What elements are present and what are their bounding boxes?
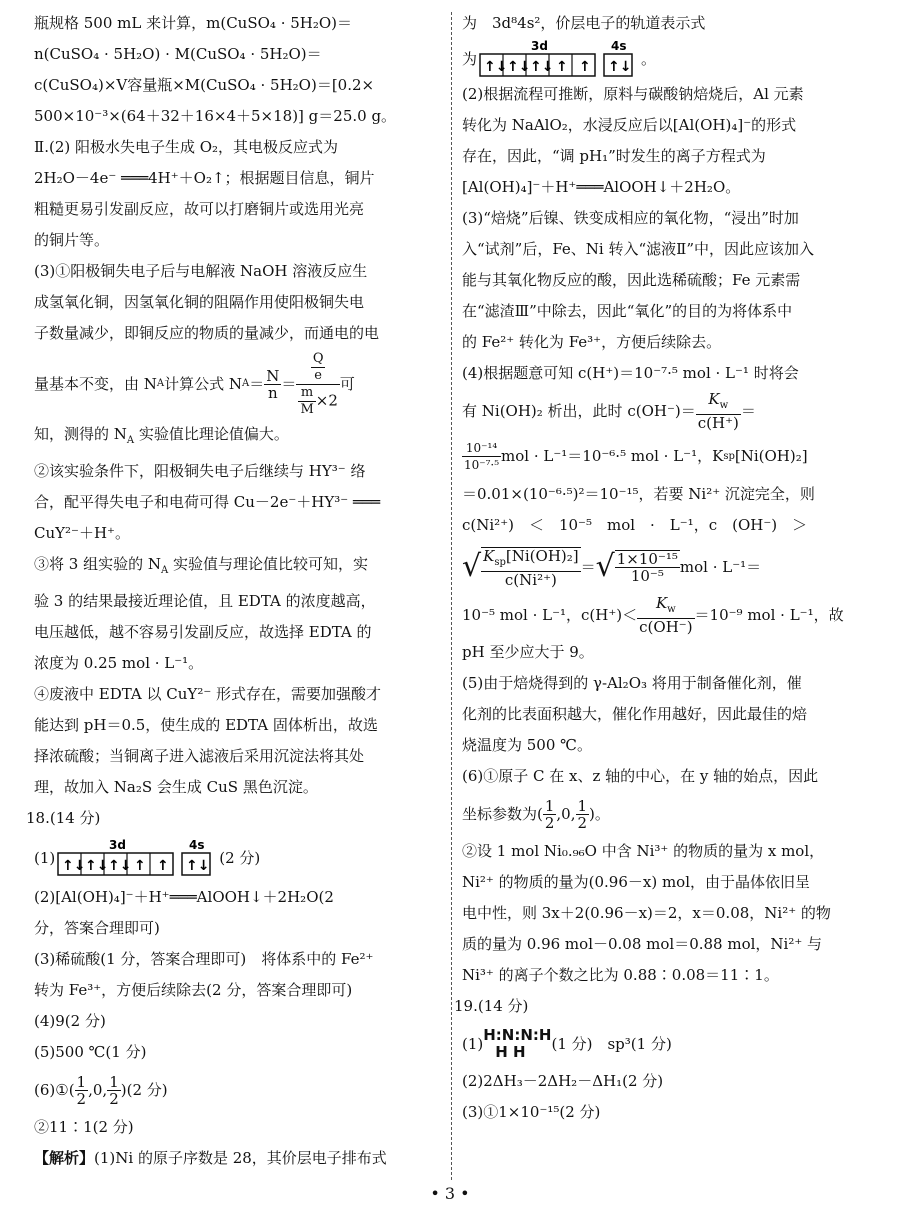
- subscript: A: [160, 565, 169, 576]
- text-line: 质的量为 0.96 mol－0.08 mol＝0.88 mol，Ni²⁺ 与: [462, 935, 823, 953]
- text-fragment: 可: [339, 374, 355, 393]
- orbital-diagram: [479, 39, 639, 79]
- numerator: Q: [312, 350, 324, 366]
- fraction-Kw-cH: [696, 391, 741, 431]
- text-line: pH 至少应大于 9。: [462, 643, 594, 661]
- denominator: 2: [544, 813, 555, 832]
- subscript: w: [719, 400, 729, 411]
- text-line: Ni²⁺ 的物质的量为(0.96－x) mol，由于晶体依旧呈: [462, 873, 811, 891]
- text-line: (3)①1×10⁻¹⁵(2 分): [462, 1103, 601, 1121]
- denominator: 10⁻⁵: [630, 567, 664, 585]
- ksp-formula: [Ni(OH)₂]: [505, 546, 579, 565]
- subscript: A: [242, 378, 250, 389]
- fraction-1e-14: [462, 440, 501, 473]
- text-line: 化剂的比表面积越大，催化作用越好，因此最佳的焙: [462, 705, 808, 723]
- text-fragment: ＝: [281, 374, 297, 393]
- text-fragment: )(2 分): [120, 1080, 168, 1099]
- text-line: (2)2ΔH₃－2ΔH₂－ΔH₁(2 分): [462, 1072, 664, 1090]
- text-fragment: (1 分) sp³(1 分): [551, 1034, 672, 1053]
- text-line: [34, 1068, 440, 1112]
- text-fragment: 。: [641, 49, 657, 68]
- text-fragment: [Ni(OH)₂]: [734, 446, 808, 465]
- left-column: [26, 8, 440, 1174]
- text-fragment: (1): [34, 848, 56, 867]
- label-3d: 3d: [109, 838, 127, 852]
- text-line: 烧温度为 500 ℃。: [462, 736, 592, 754]
- fraction-Kw-cOH: [637, 595, 694, 635]
- analysis-label: 【解析】: [34, 1149, 95, 1167]
- text-line: n(CuSO₄ · 5H₂O) · M(CuSO₄ · 5H₂O)＝: [34, 45, 322, 63]
- answer-orbital-line: [34, 834, 440, 882]
- column-divider: [451, 12, 452, 1180]
- denominator: c(Ni²⁺): [504, 570, 557, 589]
- text-fragment: 计算公式 N: [164, 374, 243, 393]
- text-line: 电压越低，越不容易引发副反应，故选择 EDTA 的: [34, 623, 372, 641]
- text-line: [462, 389, 870, 433]
- text-line: c(Ni²⁺) ＜ 10⁻⁵ mol · L⁻¹，c (OH⁻) ＞: [462, 516, 808, 534]
- up-arrow: ↑: [134, 858, 146, 874]
- subscript: A: [156, 378, 165, 389]
- numerator: [481, 548, 581, 572]
- text-line: 粗糙更易引发副反应，故可以打磨铜片或选用光亮: [34, 200, 365, 218]
- pair-arrow: ↑↓: [62, 858, 86, 874]
- denominator: c(H⁺): [697, 414, 739, 432]
- text-line: (4)9(2 分): [34, 1012, 106, 1030]
- subscript: w: [667, 604, 676, 615]
- text-fragment: ＝10⁻⁹ mol · L⁻¹，故: [694, 605, 844, 624]
- text-line: [Al(OH)₄]⁻＋H⁺═══AlOOH↓＋2H₂O。: [462, 178, 741, 196]
- denominator: M: [300, 401, 314, 417]
- fraction-Q-e: [311, 351, 326, 384]
- text-fragment: 知，测得的 N: [34, 425, 127, 443]
- right-column: [454, 8, 870, 1128]
- fraction-1e15-1e5: [615, 550, 680, 584]
- text-fragment: ,0,: [556, 804, 576, 823]
- label-4s: 4s: [189, 838, 205, 852]
- text-line: 2H₂O－4e⁻ ═══4H⁺＋O₂↑；根据题目信息，铜片: [34, 169, 375, 187]
- fraction-m-M: [298, 385, 315, 418]
- denominator: n: [268, 383, 278, 402]
- numerator: 1×10⁻¹⁵: [616, 550, 678, 568]
- text-line: 能与其氧化物反应的酸，因此选稀硫酸；Fe 元素需: [462, 271, 801, 289]
- numerator: 10⁻¹⁴: [462, 440, 501, 457]
- up-arrow: ↑: [157, 858, 169, 874]
- text-line: c(CuSO₄)×V容量瓶×M(CuSO₄ · 5H₂O)＝[0.2×: [34, 76, 375, 94]
- text-line: [34, 419, 440, 456]
- sqrt-icon: √: [462, 549, 482, 584]
- ksp-symbol: K: [483, 546, 495, 565]
- text-line: [34, 549, 440, 586]
- denominator: 2: [109, 1089, 119, 1108]
- orbital-line: [462, 39, 870, 79]
- text-line: 转化为 NaAlO₂，水浸反应后以[Al(OH)₄]⁻的形式: [462, 116, 797, 134]
- text-line: ②11∶1(2 分): [34, 1118, 134, 1136]
- numerator: N: [266, 366, 280, 385]
- numerator: 1: [76, 1072, 87, 1091]
- kw-symbol: K: [655, 594, 668, 612]
- text-fragment: (1)Ni 的原子序数是 28，其价层电子排布式: [94, 1149, 387, 1167]
- subscript: A: [126, 435, 135, 446]
- text-line: 的 Fe²⁺ 转化为 Fe³⁺，方便后续除去。: [462, 333, 722, 351]
- text-line: CuY²⁻＋H⁺。: [34, 524, 130, 542]
- pair-arrow: ↑↓: [186, 858, 210, 874]
- text-line: (2)根据流程可推断，原料与碳酸钠焙烧后，Al 元素: [462, 85, 804, 103]
- text-line: 在“滤渣Ⅲ”中除去，因此“氧化”的目的为将体系中: [462, 302, 793, 320]
- pair-arrow: ↑↓: [85, 858, 109, 874]
- lewis-top-row: H:N:N:H: [483, 1026, 552, 1044]
- hydrazine-lewis-structure: [483, 1027, 551, 1061]
- numerator: [696, 391, 741, 415]
- sqrt-icon: √: [595, 549, 615, 584]
- text-fragment: mol · L⁻¹＝: [679, 557, 762, 576]
- text-line: 的铜片等。: [34, 231, 110, 249]
- denominator: 10⁻⁷·⁵: [464, 457, 500, 472]
- pair-arrow: ↑↓: [530, 59, 554, 75]
- fraction-half: [75, 1074, 89, 1107]
- kw-symbol: K: [708, 390, 720, 408]
- text-line: 分，答案合理即可): [34, 919, 160, 937]
- numerator: [637, 595, 694, 619]
- subscript: sp: [494, 556, 506, 568]
- text-fragment: (1): [462, 1034, 484, 1053]
- text-line: (4)根据题意可知 c(H⁺)＝10⁻⁷·⁵ mol · L⁻¹ 时将会: [462, 364, 799, 382]
- text-line: 择浓硫酸；当铜离子进入滤液后采用沉淀法将其处: [34, 747, 365, 765]
- text-fragment: mol · L⁻¹＝10⁻⁶·⁵ mol · L⁻¹，K: [501, 446, 724, 465]
- text-fragment: (2 分): [219, 848, 261, 867]
- text-line: 子数量减少，即铜反应的物质的量减少，而通电的电: [34, 324, 380, 342]
- text-line: 入“试剂”后，Fe、Ni 转入“滤液Ⅱ”中，因此应该加入: [462, 240, 815, 258]
- label-3d: 3d: [531, 39, 548, 53]
- text-line: (3)①阳极铜失电子后与电解液 NaOH 溶液反应生: [34, 262, 368, 280]
- text-fragment: 实验值与理论值比较可知，实: [168, 555, 368, 573]
- fraction-N-n: [264, 368, 281, 401]
- pair-arrow: ↑↓: [507, 59, 531, 75]
- text-line-sqrt: [462, 541, 870, 593]
- text-line: (5)500 ℃(1 分): [34, 1043, 147, 1061]
- denominator: 2: [76, 1089, 87, 1108]
- pair-arrow: ↑↓: [108, 858, 132, 874]
- fraction-half: [576, 798, 590, 831]
- fraction-Q-charge: [296, 351, 339, 418]
- fraction-ksp-cni: [481, 547, 581, 588]
- text-fragment: (6)①(: [34, 1080, 75, 1099]
- numerator: [296, 351, 339, 385]
- text-line: Ni³⁺ 的离子个数之比为 0.88∶0.08＝11∶1。: [462, 966, 779, 984]
- question-number: 18.(14 分): [26, 809, 101, 827]
- up-arrow: ↑: [579, 59, 591, 75]
- denominator: [296, 385, 339, 418]
- text-fragment: ③将 3 组实验的 N: [34, 555, 161, 573]
- text-line: 浓度为 0.25 mol · L⁻¹。: [34, 654, 204, 672]
- question-number: 19.(14 分): [454, 997, 529, 1015]
- subscript: sp: [723, 450, 735, 462]
- text-fragment: ×2: [315, 391, 338, 409]
- numerator: 1: [544, 796, 555, 815]
- pair-arrow: ↑↓: [484, 59, 508, 75]
- text-line-lewis: [462, 1022, 870, 1066]
- text-line: 理，故加入 Na₂S 会生成 CuS 黑色沉淀。: [34, 778, 318, 796]
- orbital-diagram: [57, 838, 217, 878]
- numerator: 1: [577, 796, 588, 815]
- text-line: 转为 Fe³⁺，方便后续除去(2 分，答案合理即可): [34, 981, 353, 999]
- text-line: (3)稀硫酸(1 分，答案合理即可) 将体系中的 Fe²⁺: [34, 950, 374, 968]
- text-fragment: 为: [462, 49, 478, 68]
- up-arrow: ↑: [556, 59, 568, 75]
- text-line: 为 3d⁸4s²，价层电子的轨道表示式: [462, 14, 706, 32]
- text-fragment: )。: [589, 804, 610, 823]
- denominator: 2: [577, 813, 588, 832]
- text-line: (6)①原子 C 在 x、z 轴的中心，在 y 轴的始点，因此: [462, 767, 819, 785]
- orbital-box-diagram-icon: [479, 39, 639, 79]
- pair-arrow: ↑↓: [608, 59, 632, 75]
- denominator: e: [314, 367, 322, 383]
- fraction-half: [543, 798, 557, 831]
- fraction-half: [107, 1074, 121, 1107]
- text-line: [462, 593, 870, 637]
- text-line: (2)[Al(OH)₄]⁻＋H⁺═══AlOOH↓＋2H₂O(2: [34, 888, 334, 906]
- text-fragment: 实验值比理论值偏大。: [134, 425, 289, 443]
- text-line: 合，配平得失电子和电荷可得 Cu－2e⁻＋HY³⁻ ═══: [34, 493, 381, 511]
- orbital-box-diagram-icon: [57, 838, 217, 878]
- text-line: (3)“焙烧”后镍、铁变成相应的氧化物，“浸出”时加: [462, 209, 799, 227]
- text-fragment: 坐标参数为(: [462, 804, 543, 823]
- label-4s: 4s: [611, 39, 627, 53]
- text-fragment: 量基本不变，由 N: [34, 374, 157, 393]
- text-fragment: ,0,: [88, 1080, 108, 1099]
- text-line: 存在，因此，“调 pH₁”时发生的离子方程式为: [462, 147, 766, 165]
- text-line: ④废液中 EDTA 以 CuY²⁻ 形式存在，需要加强酸才: [34, 685, 382, 703]
- text-line: [34, 1143, 440, 1174]
- text-line-formula: [34, 349, 440, 419]
- text-fragment: 10⁻⁵ mol · L⁻¹，c(H⁺)＜: [462, 605, 638, 624]
- page-number: • 3 •: [430, 1184, 470, 1203]
- text-line: ＝0.01×(10⁻⁶·⁵)²＝10⁻¹⁵，若要 Ni²⁺ 沉淀完全，则: [462, 485, 815, 503]
- numerator: m: [298, 385, 315, 402]
- text-fragment: ＝: [249, 374, 265, 393]
- text-line: ②该实验条件下，阳极铜失电子后继续与 HY³⁻ 络: [34, 462, 366, 480]
- numerator: 1: [109, 1072, 119, 1091]
- denominator: c(OH⁻): [639, 618, 693, 636]
- text-line: ②设 1 mol Ni₀.₉₆O 中含 Ni³⁺ 的物质的量为 x mol，: [462, 842, 825, 860]
- text-fragment: ＝: [740, 401, 756, 420]
- text-line: 能达到 pH＝0.5，使生成的 EDTA 固体析出，故选: [34, 716, 378, 734]
- text-line: [462, 792, 870, 836]
- lewis-bottom-row: H H: [495, 1043, 526, 1061]
- text-fragment: 有 Ni(OH)₂ 析出，此时 c(OH⁻)＝: [462, 401, 696, 420]
- text-fragment: ＝: [580, 557, 596, 576]
- text-line: 瓶规格 500 mL 来计算，m(CuSO₄ · 5H₂O)＝: [34, 14, 353, 32]
- text-line: 验 3 的结果最接近理论值，且 EDTA 的浓度越高，: [34, 592, 376, 610]
- text-line: 成氢氧化铜，因氢氧化铜的阻隔作用使阳极铜失电: [34, 293, 365, 311]
- text-line: (5)由于焙烧得到的 γ-Al₂O₃ 将用于制备催化剂，催: [462, 674, 802, 692]
- text-line: [462, 433, 870, 479]
- text-line: 电中性，则 3x＋2(0.96－x)＝2，x＝0.08，Ni²⁺ 的物: [462, 904, 831, 922]
- text-line: Ⅱ.(2) 阳极水失电子生成 O₂，其电极反应式为: [34, 138, 339, 156]
- text-line: 500×10⁻³×(64＋32＋16×4＋5×18)] g＝25.0 g。: [34, 107, 397, 125]
